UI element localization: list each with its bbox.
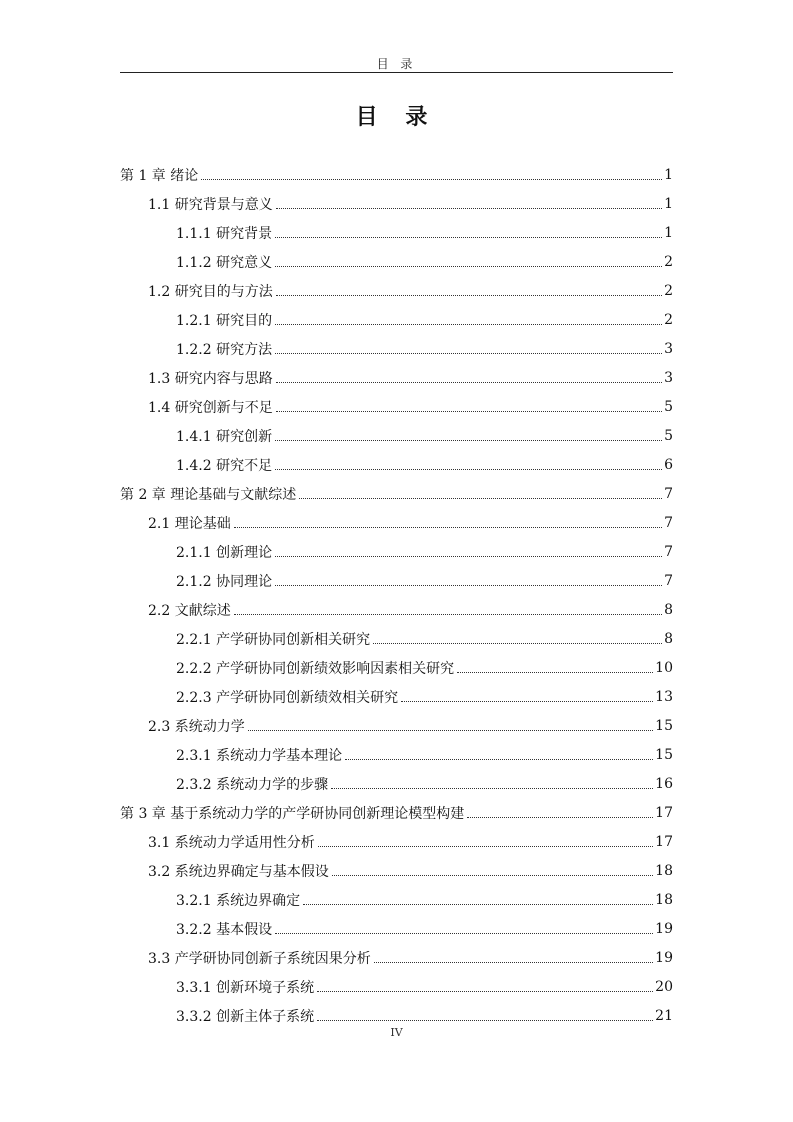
toc-entry[interactable] (120, 508, 673, 537)
toc-entry-page: 17 (655, 804, 673, 821)
toc-entry-page: 2 (664, 311, 673, 328)
dot-leader (275, 556, 662, 557)
toc-entry-label: 3.3 产学研协同创新子系统因果分析 (148, 950, 371, 967)
toc-entry-label: 3.2.1 系统边界确定 (176, 892, 301, 909)
toc-entry[interactable] (120, 827, 673, 856)
toc-entry-page: 7 (664, 485, 673, 502)
toc-entry-label: 第 2 章 理论基础与文献综述 (120, 486, 297, 503)
toc-entry-page: 5 (664, 398, 673, 415)
toc-entry[interactable] (120, 856, 673, 885)
dot-leader (345, 759, 653, 760)
dot-leader (275, 324, 662, 325)
dot-leader (276, 295, 662, 296)
toc-entry[interactable] (120, 624, 673, 653)
toc-entry-page: 7 (664, 572, 673, 589)
toc-entry-label: 2.1.2 协同理论 (176, 573, 273, 590)
toc-entry-label: 2.1.1 创新理论 (176, 544, 273, 561)
dot-leader (467, 817, 653, 818)
toc-entry-page: 5 (664, 427, 673, 444)
toc-entry-label: 2.3.1 系统动力学基本理论 (176, 747, 343, 764)
toc-entry-page: 10 (655, 659, 673, 676)
toc-entry[interactable] (120, 218, 673, 247)
toc-entry[interactable] (120, 305, 673, 334)
toc-entry-label: 1.2.1 研究目的 (176, 312, 273, 329)
toc-entry[interactable] (120, 479, 673, 508)
toc-entry-label: 2.2.2 产学研协同创新绩效影响因素相关研究 (176, 660, 455, 677)
toc-entry[interactable] (120, 769, 673, 798)
toc-entry[interactable] (120, 972, 673, 1001)
dot-leader (276, 411, 662, 412)
toc-entry-page: 19 (655, 949, 673, 966)
toc-entry-page: 19 (655, 920, 673, 937)
toc-entry[interactable] (120, 537, 673, 566)
toc-entry[interactable] (120, 885, 673, 914)
toc-entry-page: 18 (655, 891, 673, 908)
toc-entry-page: 15 (655, 717, 673, 734)
toc-entry-page: 21 (655, 1007, 673, 1024)
toc-entry-page: 1 (664, 195, 673, 212)
header-rule (120, 72, 673, 73)
toc-entry-label: 2.3.2 系统动力学的步骤 (176, 776, 329, 793)
toc-entry[interactable] (120, 334, 673, 363)
dot-leader (317, 1020, 653, 1021)
dot-leader (275, 933, 653, 934)
toc-entry-page: 13 (655, 688, 673, 705)
toc-entry-label: 1.1.1 研究背景 (176, 225, 273, 242)
toc-entry-page: 7 (664, 543, 673, 560)
dot-leader (276, 208, 662, 209)
toc-entry-label: 第 1 章 绪论 (120, 167, 199, 184)
dot-leader (457, 672, 653, 673)
toc-entry-page: 16 (655, 775, 673, 792)
dot-leader (374, 962, 653, 963)
toc-entry-label: 1.4.1 研究创新 (176, 428, 273, 445)
dot-leader (401, 701, 653, 702)
toc-entry-page: 17 (655, 833, 673, 850)
toc-entry[interactable] (120, 740, 673, 769)
toc-entry-label: 1.4 研究创新与不足 (148, 399, 273, 416)
toc-entry-page: 8 (664, 601, 673, 618)
toc-entry-page: 6 (664, 456, 673, 473)
toc-entry-label: 1.3 研究内容与思路 (148, 370, 273, 387)
dot-leader (234, 527, 662, 528)
toc-entry-label: 2.1 理论基础 (148, 515, 231, 532)
toc-entry-label: 第 3 章 基于系统动力学的产学研协同创新理论模型构建 (120, 805, 465, 822)
toc-entry-page: 1 (664, 166, 673, 183)
toc-entry-page: 20 (655, 978, 673, 995)
toc-entry-page: 1 (664, 224, 673, 241)
table-of-contents (120, 160, 673, 1030)
dot-leader (275, 469, 662, 470)
toc-entry[interactable] (120, 450, 673, 479)
dot-leader (234, 614, 662, 615)
dot-leader (201, 179, 662, 180)
running-header: 目 录 (376, 57, 417, 71)
toc-entry-label: 2.2.3 产学研协同创新绩效相关研究 (176, 689, 399, 706)
toc-entry-label: 1.1 研究背景与意义 (148, 196, 273, 213)
toc-entry-label: 1.1.2 研究意义 (176, 254, 273, 271)
dot-leader (373, 643, 662, 644)
dot-leader (276, 382, 662, 383)
toc-entry[interactable] (120, 653, 673, 682)
toc-entry[interactable] (120, 392, 673, 421)
toc-entry[interactable] (120, 363, 673, 392)
dot-leader (275, 266, 662, 267)
dot-leader (248, 730, 653, 731)
toc-entry-page: 3 (664, 340, 673, 357)
toc-entry[interactable] (120, 247, 673, 276)
toc-entry-label: 3.1 系统动力学适用性分析 (148, 834, 315, 851)
toc-entry[interactable] (120, 566, 673, 595)
toc-entry[interactable] (120, 914, 673, 943)
toc-entry-label: 3.3.2 创新主体子系统 (176, 1008, 315, 1025)
dot-leader (275, 237, 662, 238)
toc-entry-page: 2 (664, 253, 673, 270)
toc-entry[interactable] (120, 160, 673, 189)
toc-entry-page: 15 (655, 746, 673, 763)
dot-leader (331, 788, 653, 789)
toc-entry-label: 2.2.1 产学研协同创新相关研究 (176, 631, 371, 648)
toc-entry[interactable] (120, 595, 673, 624)
toc-entry[interactable] (120, 421, 673, 450)
toc-entry-label: 1.2.2 研究方法 (176, 341, 273, 358)
toc-entry-label: 2.3 系统动力学 (148, 718, 245, 735)
toc-entry-page: 8 (664, 630, 673, 647)
toc-entry[interactable] (120, 798, 673, 827)
toc-entry[interactable] (120, 189, 673, 218)
toc-entry[interactable] (120, 276, 673, 305)
dot-leader (318, 846, 653, 847)
toc-entry-label: 3.3.1 创新环境子系统 (176, 979, 315, 996)
toc-entry[interactable] (120, 943, 673, 972)
page-number: IV (390, 1026, 403, 1039)
toc-entry-page: 3 (664, 369, 673, 386)
dot-leader (275, 585, 662, 586)
toc-entry-page: 2 (664, 282, 673, 299)
toc-entry[interactable] (120, 711, 673, 740)
dot-leader (317, 991, 653, 992)
toc-entry-label: 1.4.2 研究不足 (176, 457, 273, 474)
toc-entry-label: 2.2 文献综述 (148, 602, 231, 619)
toc-entry-label: 3.2 系统边界确定与基本假设 (148, 863, 329, 880)
dot-leader (275, 353, 662, 354)
toc-title: 目 录 (355, 105, 438, 130)
dot-leader (275, 440, 662, 441)
toc-entry-page: 18 (655, 862, 673, 879)
toc-entry-label: 3.2.2 基本假设 (176, 921, 273, 938)
dot-leader (332, 875, 653, 876)
dot-leader (299, 498, 662, 499)
toc-entry[interactable] (120, 682, 673, 711)
dot-leader (303, 904, 653, 905)
toc-entry-page: 7 (664, 514, 673, 531)
toc-entry-label: 1.2 研究目的与方法 (148, 283, 273, 300)
